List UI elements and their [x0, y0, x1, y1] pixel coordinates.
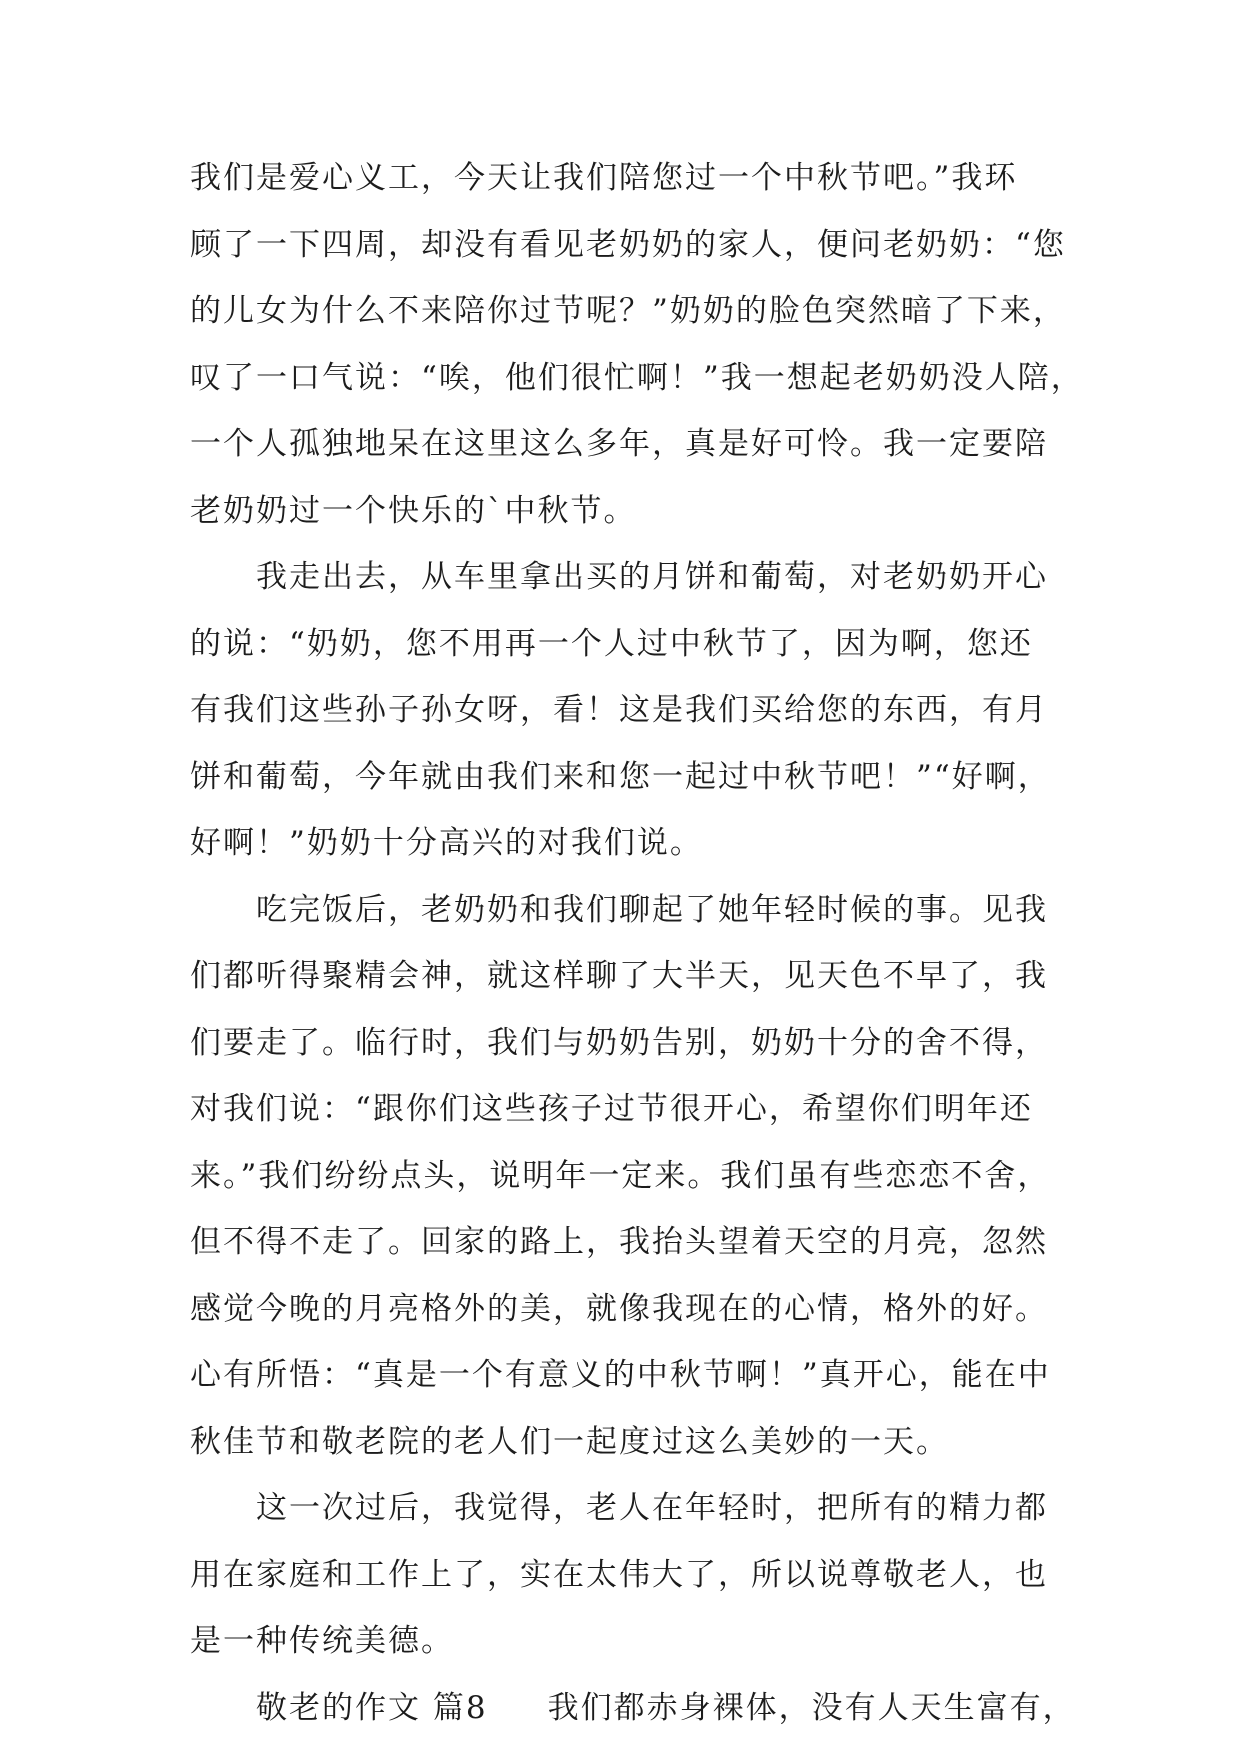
text-line: 吃完饭后，老奶奶和我们聊起了她年轻时候的事。见我	[190, 892, 1090, 959]
text-line: 顾了一下四周，却没有看见老奶奶的家人，便问老奶奶：“您	[190, 227, 1090, 294]
text-line: 心有所悟：“真是一个有意义的中秋节啊！”真开心，能在中	[190, 1357, 1090, 1424]
text-line: 饼和葡萄，今年就由我们来和您一起过中秋节吧！”“好啊，	[190, 759, 1090, 826]
text-line: 的说：“奶奶，您不用再一个人过中秋节了，因为啊，您还	[190, 626, 1090, 693]
text-line: 老奶奶过一个快乐的`中秋节。	[190, 493, 1090, 560]
text-line: 我走出去，从车里拿出买的月饼和葡萄，对老奶奶开心	[190, 559, 1090, 626]
text-line: 是一种传统美德。	[190, 1623, 1090, 1690]
text-line: 好啊！”奶奶十分高兴的对我们说。	[190, 825, 1090, 892]
essay-section-heading-line	[190, 1690, 1090, 1756]
text-line: 用在家庭和工作上了，实在太伟大了，所以说尊敬老人，也	[190, 1557, 1090, 1624]
text-line: 秋佳节和敬老院的老人们一起度过这么美妙的一天。	[190, 1424, 1090, 1491]
text-line: 来。”我们纷纷点头，说明年一定来。我们虽有些恋恋不舍，	[190, 1158, 1090, 1225]
text-line: 一个人孤独地呆在这里这么多年，真是好可怜。我一定要陪	[190, 426, 1090, 493]
section-first-text: 我们都赤身裸体，没有人天生富有，	[548, 1690, 1076, 1726]
essay-body	[190, 160, 1090, 1756]
text-line: 有我们这些孙子孙女呀，看！这是我们买给您的东西，有月	[190, 692, 1090, 759]
text-line: 们要走了。临行时，我们与奶奶告别，奶奶十分的舍不得，	[190, 1025, 1090, 1092]
text-line: 的儿女为什么不来陪你过节呢？”奶奶的脸色突然暗了下来，	[190, 293, 1090, 360]
text-line: 这一次过后，我觉得，老人在年轻时，把所有的精力都	[190, 1490, 1090, 1557]
text-line: 对我们说：“跟你们这些孩子过节很开心，希望你们明年还	[190, 1091, 1090, 1158]
text-line: 感觉今晚的月亮格外的美，就像我现在的心情，格外的好。	[190, 1291, 1090, 1358]
text-line: 叹了一口气说：“唉，他们很忙啊！”我一想起老奶奶没人陪，	[190, 360, 1090, 427]
text-line: 但不得不走了。回家的路上，我抬头望着天空的月亮，忽然	[190, 1224, 1090, 1291]
text-line: 们都听得聚精会神，就这样聊了大半天，见天色不早了，我	[190, 958, 1090, 1025]
essay-lines	[190, 160, 1090, 1690]
text-line: 我们是爱心义工，今天让我们陪您过一个中秋节吧。”我环	[190, 160, 1090, 227]
section-heading: 敬老的作文 篇8	[256, 1690, 488, 1726]
